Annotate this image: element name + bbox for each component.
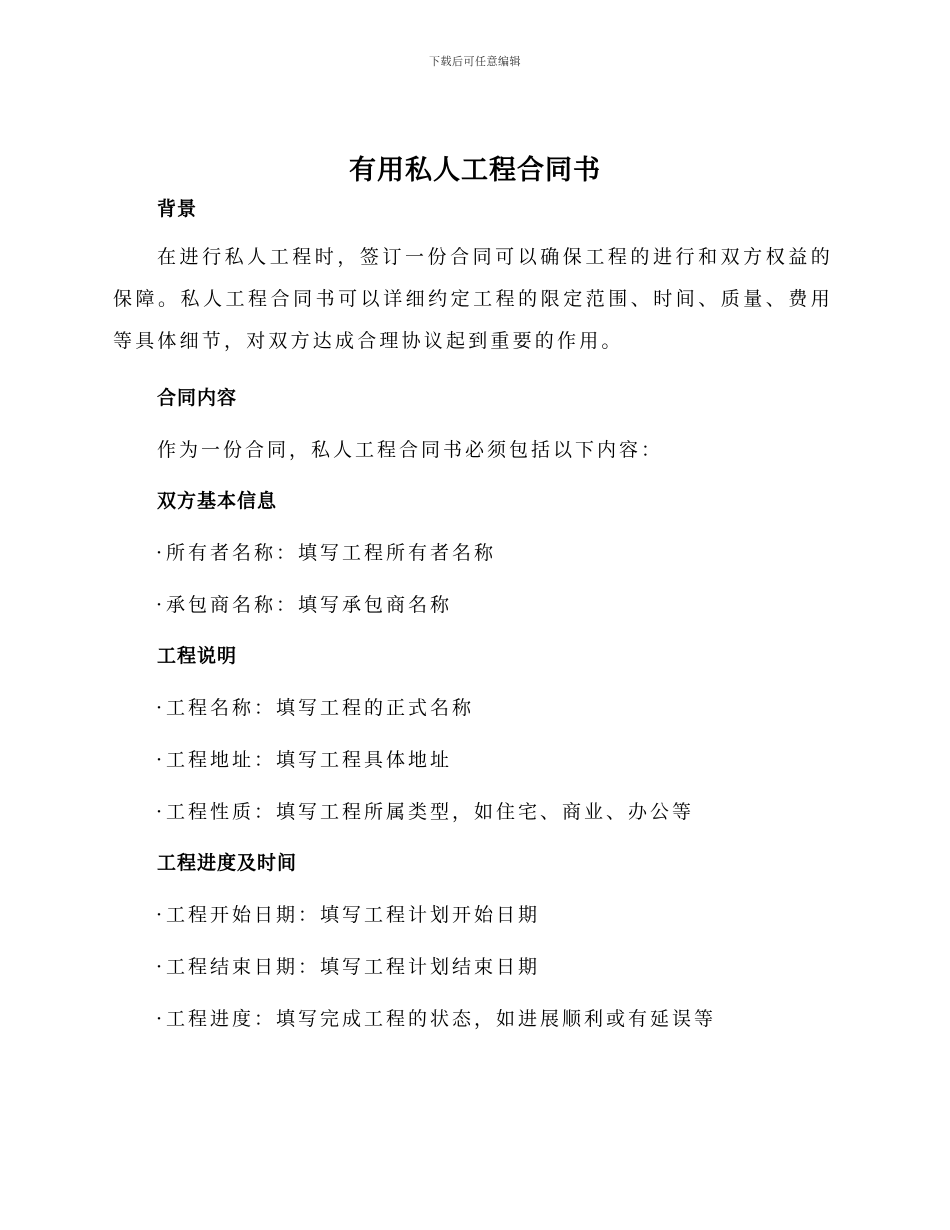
list-item [156,745,452,772]
bullet-glyph: · [156,956,163,978]
bullet-glyph: · [156,542,163,564]
list-item [156,1004,716,1031]
list-item-text: 工程性质：填写工程所属类型，如住宅、商业、办公等 [166,801,695,823]
list-item [156,797,694,824]
section-heading-project-description: 工程说明 [157,645,238,667]
bullet-glyph: · [156,801,163,823]
list-item-text: 承包商名称：填写承包商名称 [166,594,453,616]
list-item-text: 工程结束日期：填写工程计划结束日期 [166,956,541,978]
bullet-glyph: · [156,749,163,771]
list-item [156,952,540,979]
bullet-glyph: · [156,697,163,719]
bullet-glyph: · [156,904,163,926]
list-item-text: 工程地址：填写工程具体地址 [166,749,453,771]
list-item-text: 工程名称：填写工程的正式名称 [166,697,475,719]
list-item-text: 工程进度：填写完成工程的状态，如进展顺利或有延误等 [166,1008,717,1030]
contract-content-intro: 作为一份合同，私人工程合同书必须包括以下内容： [157,439,664,461]
section-heading-background: 背景 [157,198,198,220]
list-item [156,538,496,565]
page-header: 下载后可任意编辑 [429,55,521,68]
background-paragraph: 在进行私人工程时，签订一份合同可以确保工程的进行和双方权益的保障。私人工程合同书可以详细约定工程的限定范围、时间、质量、费用等具体细节，对双方达成合理协议起到重要的作用。 [113,246,833,352]
list-item-text: 工程开始日期：填写工程计划开始日期 [166,904,541,926]
list-item [156,590,452,617]
section-heading-contract-content: 合同内容 [157,387,238,409]
list-item-text: 所有者名称：填写工程所有者名称 [166,542,497,564]
bullet-glyph: · [156,1008,163,1030]
bullet-glyph: · [156,594,163,616]
section-heading-schedule: 工程进度及时间 [157,852,298,874]
document-title: 有用私人工程合同书 [349,155,601,186]
list-item [156,900,540,927]
section-heading-parties: 双方基本信息 [157,490,278,512]
list-item [156,693,474,720]
